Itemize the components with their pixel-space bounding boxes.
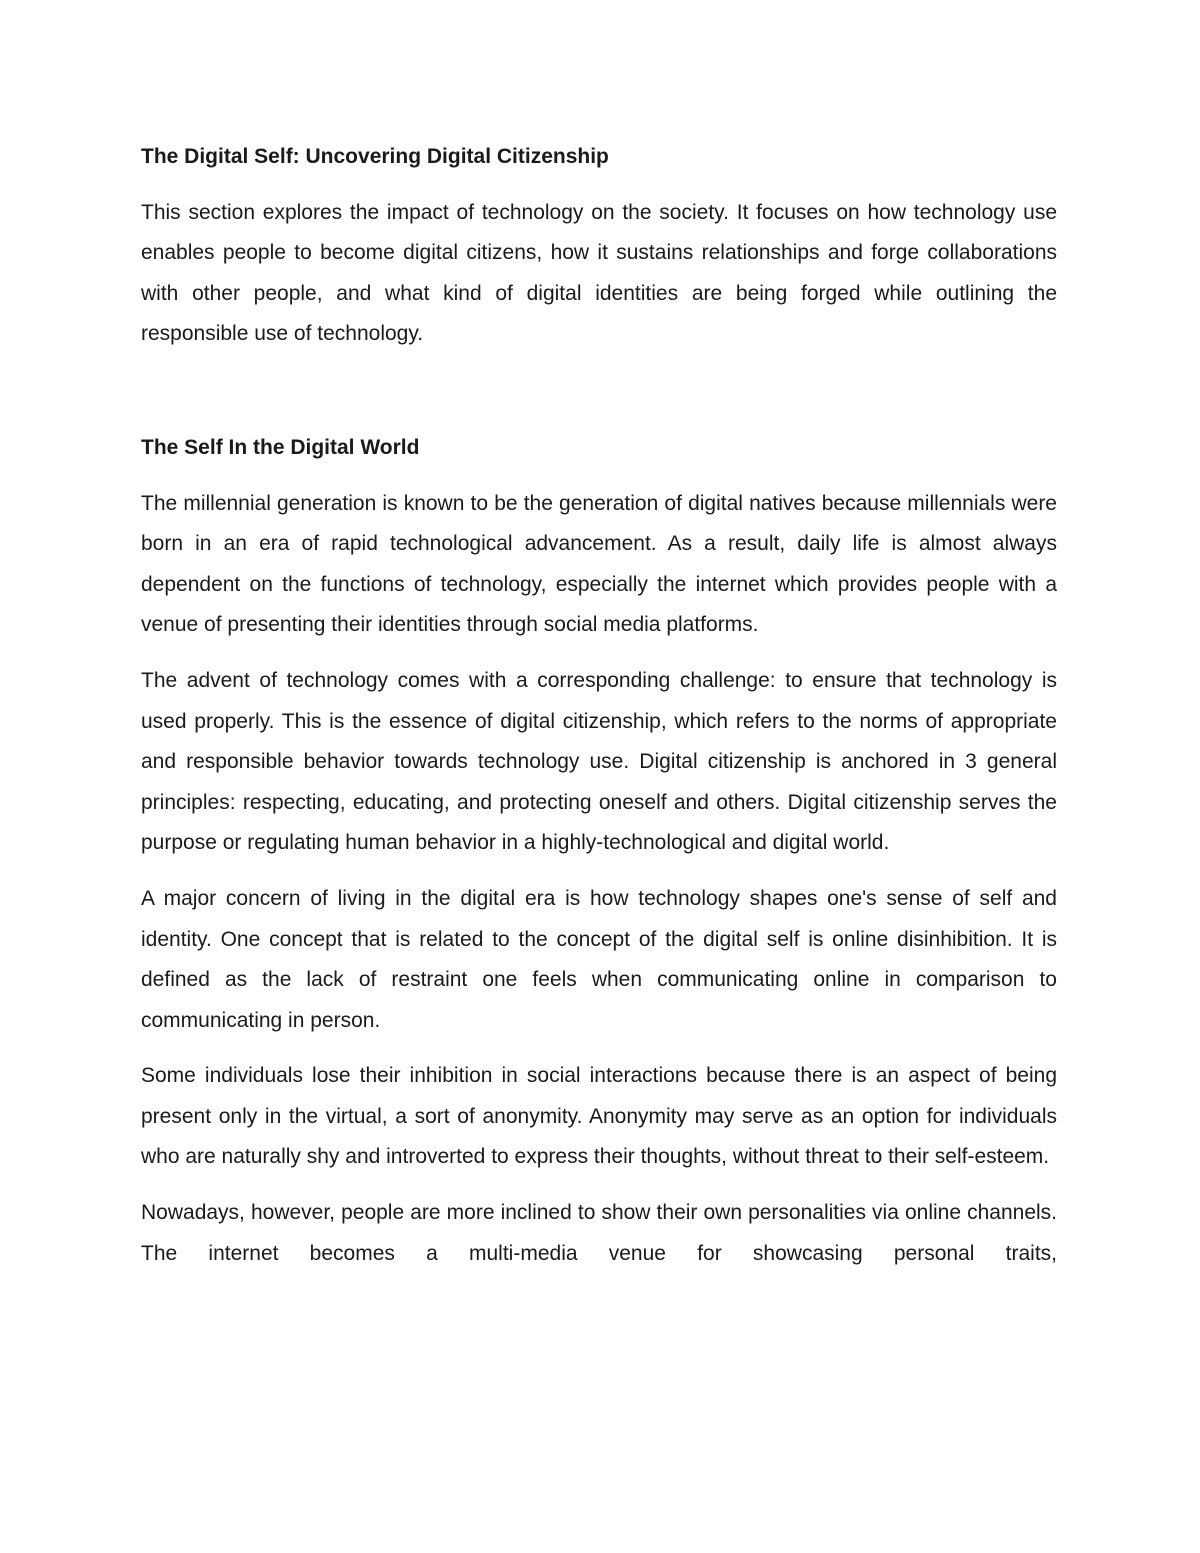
document-page [141,137,1057,1289]
body-paragraph: The advent of technology comes with a corresponding challenge: to ensure that technology is used properly. This is the essence of digital citizenship, which refers to the norms of appropriate and responsible behavior towards technology use. Digital citizenship is anchored in 3 general principles: respecting, educating, and protecting oneself and others. Digital citizenship serves the purpose or regulating human behavior in a highly-technological and digital world. [141,668,1057,855]
intro-paragraph: This section explores the impact of technology on the society. It focuses on how technology use enables people to become digital citizens, how it sustains relationships and forge collaborations with other people, and what kind of digital identities are being forged while outlining the responsible use of technology. [141,200,1057,346]
document-title: The Digital Self: Uncovering Digital Citizenship [141,145,609,168]
section-heading: The Self In the Digital World [141,435,420,459]
body-paragraph: Some individuals lose their inhibition in social interactions because there is an aspect of being present only in the virtual, a sort of anonymity. Anonymity may serve as an option for individuals who are naturally shy and introverted to express their thoughts, without threat to their self-esteem. [141,1064,1057,1169]
body-paragraph: A major concern of living in the digital era is how technology shapes one's sense of self and identity. One concept that is related to the concept of the digital self is online disinhibition. It is defined as the lack of restraint one feels when communicating online in comparison to communicating in person. [141,886,1057,1032]
body-paragraph: Nowadays, however, people are more inclined to show their own personalities via online channels. The internet becomes a multi-media venue for showcasing personal traits, [141,1201,1057,1265]
body-paragraph: The millennial generation is known to be the generation of digital natives because millennials were born in an era of rapid technological advancement. As a result, daily life is almost always dependent on the functions of technology, especially the internet which provides people with a venue of presenting their identities through social media platforms. [141,491,1057,637]
